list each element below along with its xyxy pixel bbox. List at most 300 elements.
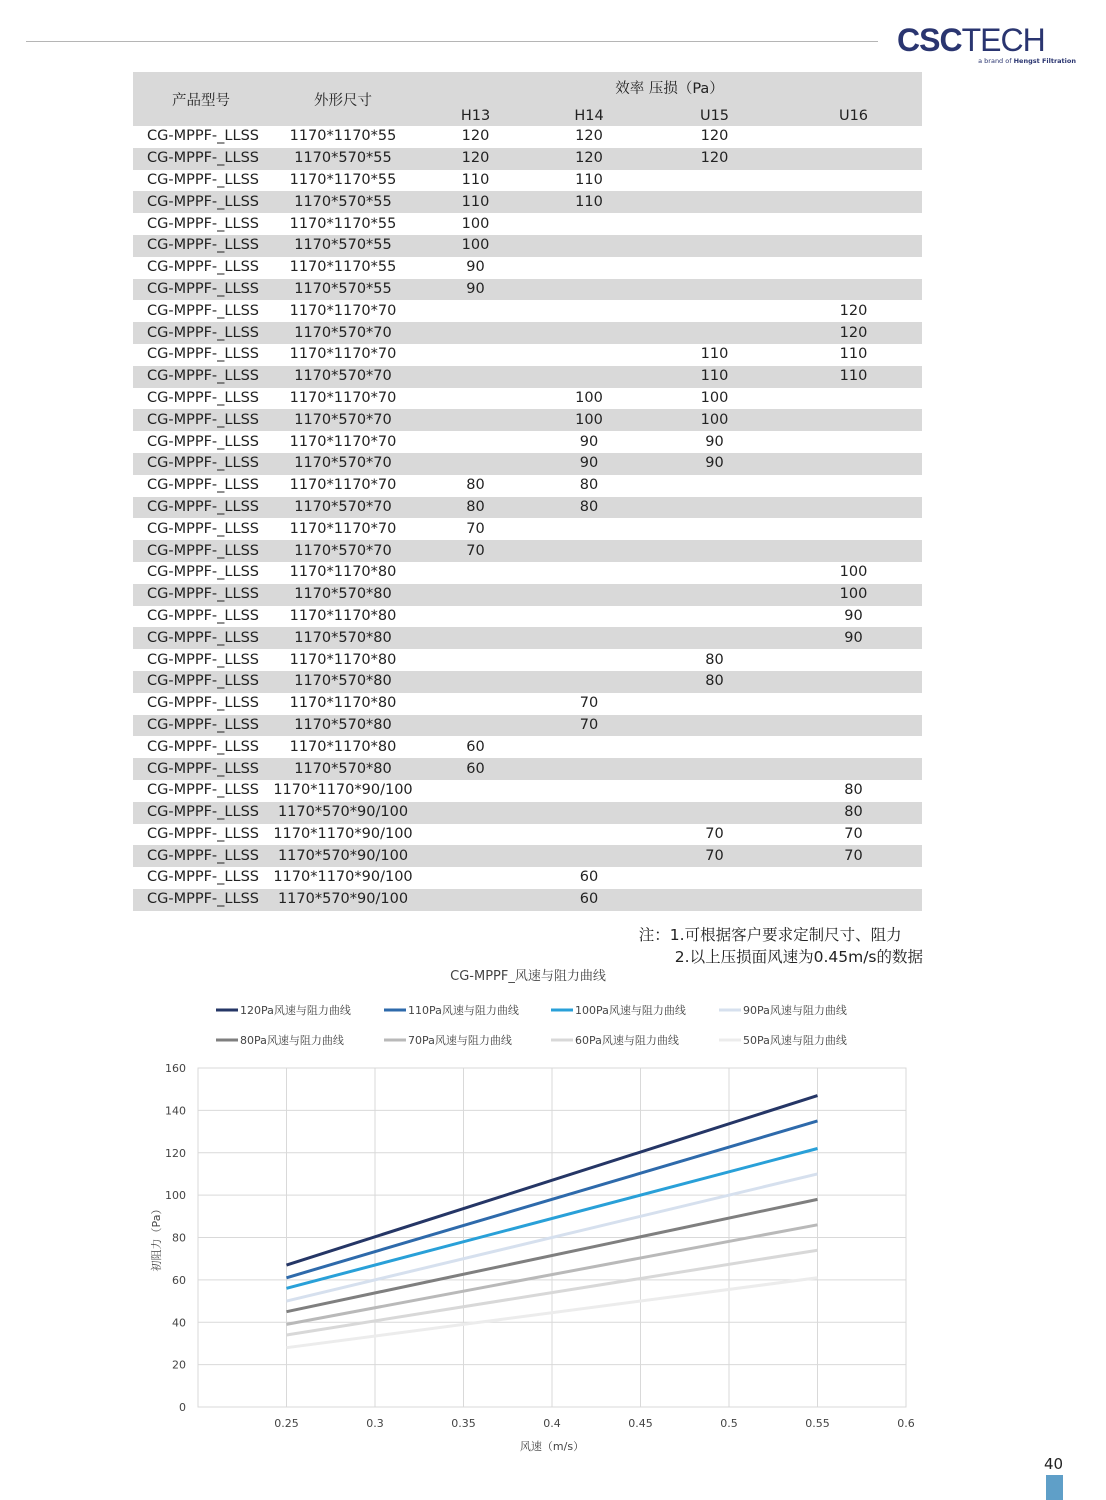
table-row: [133, 279, 922, 301]
cell-u15: 120: [700, 128, 729, 145]
cell-model: CG-MPPF-_LLSS: [133, 889, 269, 911]
cell-u16: [785, 257, 922, 279]
cell-u16: 120: [785, 322, 922, 344]
cell-model: CG-MPPF-_LLSS: [147, 171, 259, 188]
cell-u16: 90: [844, 607, 863, 624]
spec-table: [133, 72, 922, 911]
cell-u16: 80: [844, 782, 863, 799]
table-row: [133, 300, 922, 322]
x-tick-label: 0.45: [628, 1417, 653, 1430]
cell-model: CG-MPPF-_LLSS: [147, 607, 259, 624]
cell-u15: 90: [644, 453, 785, 475]
cell-model: CG-MPPF-_LLSS: [147, 782, 259, 799]
table-row: [133, 693, 922, 715]
cell-u16: 110: [785, 366, 922, 388]
cell-model: CG-MPPF-_LLSS: [133, 671, 269, 693]
x-tick-label: 0.4: [543, 1417, 561, 1430]
cell-h14: [534, 300, 644, 322]
cell-u15: [644, 191, 785, 213]
cell-h14: [534, 736, 644, 758]
cell-u16: [785, 649, 922, 671]
table-row: [133, 344, 922, 366]
table-row: [133, 388, 922, 410]
cell-model: CG-MPPF-_LLSS: [133, 191, 269, 213]
cell-u15: [644, 170, 785, 192]
y-axis-label: 初阻力（Pa）: [150, 1203, 163, 1272]
cell-u15: [644, 257, 785, 279]
cell-size: 1170*570*55: [269, 279, 417, 301]
cell-h13: [417, 606, 534, 628]
logo-tech: TECH: [961, 22, 1045, 58]
cell-h13: 80: [417, 497, 534, 519]
cell-u16: [785, 191, 922, 213]
cell-u16: [785, 497, 922, 519]
cell-model: CG-MPPF-_LLSS: [147, 389, 259, 406]
cell-model: CG-MPPF-_LLSS: [147, 215, 259, 232]
cell-size: 1170*1170*80: [289, 564, 397, 581]
cell-model: CG-MPPF-_LLSS: [133, 366, 269, 388]
cell-h14: [534, 780, 644, 802]
cell-model: CG-MPPF-_LLSS: [147, 695, 259, 712]
cell-h13: 80: [466, 477, 485, 494]
cell-u15: [644, 627, 785, 649]
table-row: [133, 431, 922, 453]
table-row: [133, 191, 922, 213]
col-header-u15: U15: [644, 102, 785, 126]
cell-u15: [644, 279, 785, 301]
cell-model: CG-MPPF-_LLSS: [147, 259, 259, 276]
cell-h14: [534, 758, 644, 780]
table-row: [133, 758, 922, 780]
cell-u16: [785, 279, 922, 301]
x-tick-label: 0.3: [366, 1417, 384, 1430]
cell-size: 1170*1170*80: [289, 607, 397, 624]
table-row: [133, 322, 922, 344]
table-row: [133, 235, 922, 257]
brand-logo: [897, 22, 1082, 68]
legend-label: 50Pa风速与阻力曲线: [743, 1034, 847, 1047]
cell-u15: [644, 802, 785, 824]
cell-model: CG-MPPF-_LLSS: [147, 520, 259, 537]
cell-h14: 60: [534, 889, 644, 911]
cell-size: 1170*1170*70: [289, 520, 397, 537]
cell-size: 1170*570*90/100: [269, 845, 417, 867]
table-row: [133, 867, 922, 889]
cell-h13: 90: [466, 259, 485, 276]
cell-u16: 80: [785, 802, 922, 824]
cell-h13: 60: [417, 758, 534, 780]
cell-model: CG-MPPF-_LLSS: [147, 477, 259, 494]
cell-model: CG-MPPF-_LLSS: [133, 453, 269, 475]
table-row: [133, 889, 922, 911]
cell-u15: [644, 322, 785, 344]
cell-h14: 70: [579, 695, 599, 712]
cell-u16: 90: [785, 627, 922, 649]
x-tick-label: 0.5: [720, 1417, 738, 1430]
cell-h13: [417, 562, 534, 584]
cell-u15: 80: [644, 671, 785, 693]
cell-u15: 110: [644, 366, 785, 388]
cell-size: 1170*1170*55: [289, 259, 397, 276]
table-row: [133, 736, 922, 758]
note-line-2: 2.以上压损面风速为0.45m/s的数据: [674, 948, 923, 966]
legend-label: 70Pa风速与阻力曲线: [408, 1034, 512, 1047]
col-header-h14: H14: [534, 102, 644, 126]
cell-u15: 100: [644, 409, 785, 431]
cell-u15: [644, 213, 785, 235]
cell-model: CG-MPPF-_LLSS: [147, 825, 259, 842]
cell-u16: [785, 671, 922, 693]
cell-u16: [785, 715, 922, 737]
cell-u16: 100: [839, 564, 868, 581]
cell-h14: [534, 845, 644, 867]
cell-size: 1170*570*70: [269, 497, 417, 519]
table-row: [133, 584, 922, 606]
table-row: [133, 780, 922, 802]
cell-h13: 110: [417, 191, 534, 213]
cell-model: CG-MPPF-_LLSS: [133, 497, 269, 519]
col-header-efficiency: 效率 压损（Pa）: [417, 72, 922, 102]
cell-h14: 80: [579, 477, 599, 494]
cell-u16: 70: [844, 825, 863, 842]
cell-u16: [785, 235, 922, 257]
cell-size: 1170*570*55: [269, 148, 417, 170]
cell-size: 1170*570*80: [269, 627, 417, 649]
cell-h13: [417, 693, 534, 715]
table-row: [133, 824, 922, 846]
cell-u15: 70: [644, 845, 785, 867]
cell-h13: 70: [466, 520, 485, 537]
cell-size: 1170*1170*55: [289, 171, 397, 188]
cell-u16: 70: [785, 845, 922, 867]
cell-h14: [534, 344, 644, 366]
note-line-1: 注：1.可根据客户要求定制尺寸、阻力: [638, 926, 902, 944]
logo-tagline: a brand of Hengst Filtration: [978, 57, 1076, 65]
table-row: [133, 475, 922, 497]
cell-h13: [417, 649, 534, 671]
cell-h14: 70: [534, 715, 644, 737]
cell-u15: 70: [705, 825, 724, 842]
cell-size: 1170*570*70: [269, 322, 417, 344]
cell-h14: 60: [579, 869, 599, 886]
cell-model: CG-MPPF-_LLSS: [147, 433, 259, 450]
cell-h13: [417, 344, 534, 366]
cell-size: 1170*570*80: [269, 758, 417, 780]
cell-u15: [644, 889, 785, 911]
cell-u16: [785, 758, 922, 780]
cell-h13: 60: [466, 738, 485, 755]
cell-u15: [644, 606, 785, 628]
cell-h14: [534, 235, 644, 257]
cell-h14: [534, 322, 644, 344]
cell-u15: [644, 235, 785, 257]
cell-size: 1170*1170*90/100: [273, 825, 413, 842]
cell-h14: [534, 540, 644, 562]
table-row: [133, 845, 922, 867]
cell-size: 1170*1170*70: [289, 389, 397, 406]
cell-h13: [417, 300, 534, 322]
cell-h13: [417, 409, 534, 431]
cell-model: CG-MPPF-_LLSS: [147, 564, 259, 581]
cell-h13: [417, 845, 534, 867]
cell-u15: [644, 540, 785, 562]
cell-model: CG-MPPF-_LLSS: [133, 148, 269, 170]
cell-u16: [785, 453, 922, 475]
velocity-resistance-chart: [140, 963, 940, 1463]
cell-h14: [534, 584, 644, 606]
y-tick-label: 60: [172, 1273, 186, 1287]
cell-u15: [644, 562, 785, 584]
table-row: [133, 671, 922, 693]
cell-size: 1170*1170*70: [289, 346, 397, 363]
cell-model: CG-MPPF-_LLSS: [133, 715, 269, 737]
page-number: 40: [1044, 1455, 1064, 1473]
cell-u15: [644, 475, 785, 497]
table-row: [133, 409, 922, 431]
cell-u16: [785, 889, 922, 911]
logo-csc: CSC: [897, 22, 962, 58]
cell-size: 1170*1170*80: [289, 695, 397, 712]
cell-model: CG-MPPF-_LLSS: [133, 322, 269, 344]
cell-size: 1170*1170*90/100: [273, 782, 413, 799]
cell-h13: [417, 780, 534, 802]
x-axis-label: 风速（m/s）: [519, 1440, 585, 1453]
cell-h14: 90: [534, 453, 644, 475]
cell-model: CG-MPPF-_LLSS: [147, 302, 259, 319]
cell-model: CG-MPPF-_LLSS: [147, 346, 259, 363]
table-row: [133, 627, 922, 649]
cell-u16: [785, 126, 922, 148]
cell-h13: [417, 388, 534, 410]
cell-u15: [644, 693, 785, 715]
table-row: [133, 497, 922, 519]
cell-u16: [785, 409, 922, 431]
cell-model: CG-MPPF-_LLSS: [133, 409, 269, 431]
cell-u15: [644, 518, 785, 540]
table-row: [133, 170, 922, 192]
cell-h14: [534, 627, 644, 649]
cell-u15: 110: [700, 346, 729, 363]
cell-u16: [785, 867, 922, 889]
cell-size: 1170*570*80: [269, 715, 417, 737]
cell-u15: [644, 584, 785, 606]
table-row: [133, 540, 922, 562]
cell-h14: 100: [534, 409, 644, 431]
cell-h14: 100: [575, 389, 603, 406]
cell-u16: [785, 518, 922, 540]
table-row: [133, 213, 922, 235]
y-tick-label: 20: [172, 1358, 186, 1372]
cell-h13: 100: [461, 215, 490, 232]
cell-u16: [785, 148, 922, 170]
legend-label: 90Pa风速与阻力曲线: [743, 1004, 847, 1017]
legend-label: 100Pa风速与阻力曲线: [575, 1004, 686, 1017]
cell-model: CG-MPPF-_LLSS: [133, 627, 269, 649]
cell-u15: 90: [705, 433, 724, 450]
legend-label: 80Pa风速与阻力曲线: [240, 1034, 344, 1047]
x-tick-label: 0.35: [451, 1417, 476, 1430]
cell-size: 1170*1170*90/100: [273, 869, 413, 886]
cell-h13: [417, 802, 534, 824]
cell-h14: [534, 606, 644, 628]
cell-h14: [534, 213, 644, 235]
table-row: [133, 257, 922, 279]
cell-h13: 70: [417, 540, 534, 562]
cell-size: 1170*570*70: [269, 540, 417, 562]
col-header-size: 外形尺寸: [269, 72, 417, 126]
cell-size: 1170*570*70: [269, 366, 417, 388]
cell-u15: 120: [644, 148, 785, 170]
chart-title: CG-MPPF_风速与阻力曲线: [450, 969, 606, 984]
cell-h13: [417, 584, 534, 606]
cell-size: 1170*1170*70: [289, 433, 397, 450]
y-tick-label: 100: [165, 1189, 186, 1203]
cell-size: 1170*1170*55: [289, 128, 397, 145]
cell-size: 1170*1170*70: [289, 302, 397, 319]
cell-size: 1170*570*90/100: [269, 802, 417, 824]
cell-h13: 110: [461, 171, 490, 188]
cell-size: 1170*1170*80: [289, 651, 397, 668]
cell-h13: [417, 671, 534, 693]
cell-u15: 80: [705, 651, 724, 668]
table-row: [133, 606, 922, 628]
legend-label: 60Pa风速与阻力曲线: [575, 1034, 679, 1047]
cell-u15: [644, 758, 785, 780]
notes: [639, 924, 923, 968]
cell-model: CG-MPPF-_LLSS: [133, 845, 269, 867]
cell-u16: [785, 736, 922, 758]
cell-u15: [644, 736, 785, 758]
cell-model: CG-MPPF-_LLSS: [133, 802, 269, 824]
cell-h13: 100: [417, 235, 534, 257]
cell-model: CG-MPPF-_LLSS: [147, 869, 259, 886]
cell-size: 1170*570*90/100: [269, 889, 417, 911]
cell-h14: 120: [575, 128, 603, 145]
col-header-model: 产品型号: [133, 72, 269, 126]
table-row: [133, 366, 922, 388]
cell-model: CG-MPPF-_LLSS: [147, 738, 259, 755]
table-row: [133, 453, 922, 475]
table-row: [133, 562, 922, 584]
cell-h14: [534, 824, 644, 846]
cell-size: 1170*570*80: [269, 671, 417, 693]
table-row: [133, 649, 922, 671]
cell-size: 1170*570*55: [269, 235, 417, 257]
cell-h13: [417, 366, 534, 388]
cell-model: CG-MPPF-_LLSS: [147, 128, 259, 145]
header-rule: [26, 41, 878, 42]
table-row: [133, 148, 922, 170]
cell-size: 1170*570*80: [269, 584, 417, 606]
cell-h14: [534, 802, 644, 824]
cell-size: 1170*570*70: [269, 453, 417, 475]
cell-u15: [644, 780, 785, 802]
cell-model: CG-MPPF-_LLSS: [133, 584, 269, 606]
cell-u16: [785, 431, 922, 453]
cell-u16: [785, 540, 922, 562]
x-tick-label: 0.6: [897, 1417, 915, 1430]
cell-h13: 120: [417, 148, 534, 170]
table-row: [133, 802, 922, 824]
cell-u16: [785, 475, 922, 497]
cell-u15: 100: [700, 389, 729, 406]
legend-label: 120Pa风速与阻力曲线: [240, 1004, 351, 1017]
cell-h14: [534, 671, 644, 693]
y-tick-label: 120: [165, 1146, 186, 1160]
cell-h13: [417, 867, 534, 889]
cell-u16: [785, 170, 922, 192]
cell-size: 1170*570*70: [269, 409, 417, 431]
cell-h13: 90: [417, 279, 534, 301]
x-tick-label: 0.25: [274, 1417, 299, 1430]
cell-h13: [417, 824, 534, 846]
y-tick-label: 80: [172, 1231, 186, 1245]
table-row: [133, 518, 922, 540]
cell-size: 1170*570*55: [269, 191, 417, 213]
cell-h13: [417, 889, 534, 911]
cell-h14: 80: [534, 497, 644, 519]
y-tick-label: 40: [172, 1316, 186, 1330]
cell-u16: 110: [839, 346, 868, 363]
table-row: [133, 126, 922, 148]
cell-h14: 110: [575, 171, 603, 188]
cell-model: CG-MPPF-_LLSS: [147, 651, 259, 668]
cell-h14: [534, 562, 644, 584]
cell-h13: [417, 431, 534, 453]
cell-h13: [417, 322, 534, 344]
cell-u16: 100: [785, 584, 922, 606]
cell-u16: [785, 693, 922, 715]
corner-tab: [1046, 1475, 1063, 1500]
cell-model: CG-MPPF-_LLSS: [133, 279, 269, 301]
cell-h14: [534, 279, 644, 301]
cell-h13: [417, 715, 534, 737]
cell-u15: [644, 497, 785, 519]
cell-size: 1170*1170*70: [289, 477, 397, 494]
cell-h14: 110: [534, 191, 644, 213]
cell-h13: [417, 453, 534, 475]
legend-label: 110Pa风速与阻力曲线: [408, 1004, 519, 1017]
y-tick-label: 160: [165, 1062, 186, 1075]
cell-h14: [534, 649, 644, 671]
cell-h14: 120: [534, 148, 644, 170]
cell-model: CG-MPPF-_LLSS: [133, 235, 269, 257]
cell-h14: [534, 366, 644, 388]
cell-u15: [644, 300, 785, 322]
cell-u15: [644, 867, 785, 889]
cell-model: CG-MPPF-_LLSS: [133, 540, 269, 562]
col-header-u16: U16: [785, 102, 922, 126]
cell-size: 1170*1170*55: [289, 215, 397, 232]
table-row: [133, 715, 922, 737]
cell-size: 1170*1170*80: [289, 738, 397, 755]
cell-h14: [534, 257, 644, 279]
x-tick-label: 0.55: [805, 1417, 830, 1430]
cell-h13: [417, 627, 534, 649]
cell-model: CG-MPPF-_LLSS: [133, 758, 269, 780]
cell-h13: 120: [461, 128, 490, 145]
cell-u16: 120: [839, 302, 868, 319]
col-header-h13: H13: [417, 102, 534, 126]
y-tick-label: 140: [165, 1104, 186, 1118]
cell-u16: [785, 213, 922, 235]
cell-h14: 90: [579, 433, 599, 450]
cell-h14: [534, 518, 644, 540]
spec-table-body: [133, 126, 922, 911]
cell-u16: [785, 388, 922, 410]
y-tick-label: 0: [179, 1401, 186, 1414]
cell-u15: [644, 715, 785, 737]
